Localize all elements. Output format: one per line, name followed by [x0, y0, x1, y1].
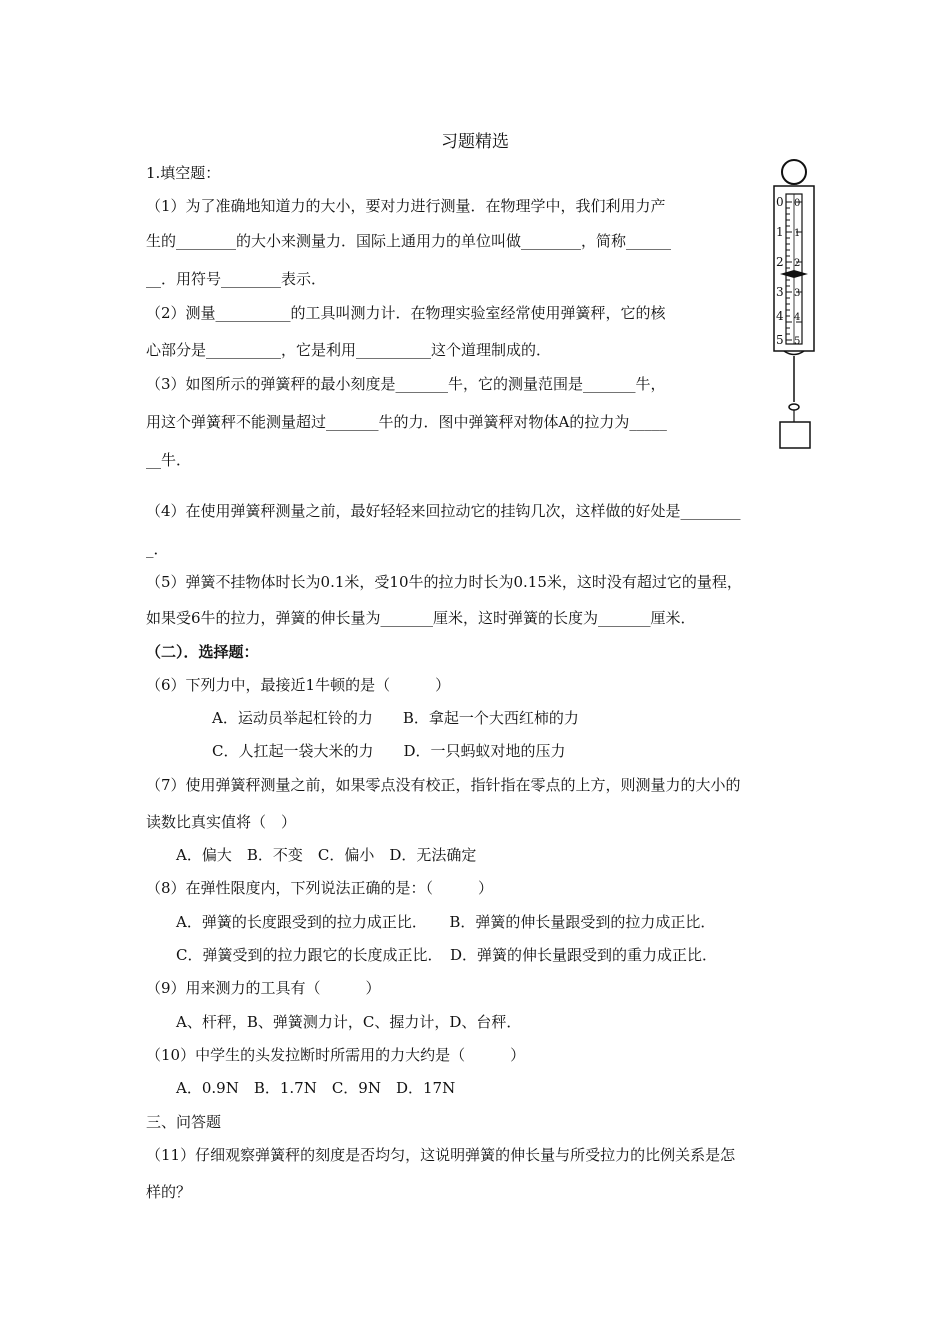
- question-line: （7）使用弹簧秤测量之前，如果零点没有校正，指针指在零点的上方，则测量力的大小的: [146, 776, 741, 794]
- weight-block: [780, 422, 810, 448]
- scale-label: 4: [794, 312, 801, 323]
- scale-label: 2: [794, 258, 801, 269]
- text-line: （2）测量__________的工具叫测力计．在物理实验室经常使用弹簧秤，它的核: [146, 304, 666, 322]
- scale-label: 2: [776, 255, 784, 269]
- section-heading: （二）．选择题：: [146, 643, 259, 661]
- document-title: 习题精选: [441, 132, 509, 152]
- scale-label: 1: [794, 228, 801, 239]
- scale-label: 3: [794, 288, 801, 299]
- text-line: __牛．: [146, 451, 192, 469]
- spring-scale-figure: [766, 152, 832, 452]
- text-line: 1.填空题：: [146, 164, 221, 182]
- option-line: C．弹簧受到的拉力跟它的长度成正比． D．弹簧的伸长量跟受到的重力成正比．: [176, 946, 718, 964]
- question-line: 样的？: [146, 1183, 192, 1201]
- scale-label: 1: [776, 225, 784, 239]
- scale-label: 5: [794, 336, 801, 347]
- scale-ring: [782, 160, 806, 184]
- option-line: A．运动员举起杠铃的力 B．拿起一个大西红柿的力: [212, 709, 579, 727]
- question-line: （9）用来测力的工具有（ ）: [146, 979, 381, 997]
- question-line: 读数比真实值将（ ）: [146, 813, 297, 831]
- text-line: （3）如图所示的弹簧秤的最小刻度是_______牛，它的测量范围是_______牛，: [146, 375, 666, 393]
- section-heading: 三、问答题: [146, 1113, 222, 1131]
- text-line: __．用符号________表示．: [146, 270, 327, 288]
- scale-label: 4: [776, 309, 784, 323]
- scale-label: 0: [794, 198, 801, 209]
- question-line: （6）下列力中，最接近1牛顿的是（ ）: [146, 676, 451, 694]
- question-line: （8）在弹性限度内，下列说法正确的是：（ ）: [146, 879, 494, 897]
- scale-label: 5: [776, 333, 784, 347]
- text-line: 生的________的大小来测量力．国际上通用力的单位叫做________，简称______: [146, 232, 672, 250]
- question-line: （11）仔细观察弹簧秤的刻度是否均匀，这说明弹簧的伸长量与所受拉力的比例关系是怎: [146, 1146, 736, 1164]
- text-line: （1）为了准确地知道力的大小，要对力进行测量．在物理学中，我们利用力产: [146, 197, 666, 215]
- option-line: C．人扛起一袋大米的力 D．一只蚂蚁对地的压力: [212, 742, 566, 760]
- text-line: 如果受6牛的拉力，弹簧的伸长量为_______厘米，这时弹簧的长度为_______厘米．: [146, 609, 696, 627]
- text-line: （4）在使用弹簧秤测量之前，最好轻轻来回拉动它的挂钩几次，这样做的好处是________: [146, 502, 741, 520]
- text-line: （5）弹簧不挂物体时长为0.1米，受10牛的拉力时长为0.15米，这时没有超过它的量程，: [146, 573, 742, 591]
- text-line: 用这个弹簧秤不能测量超过_______牛的力．图中弹簧秤对物体A的拉力为_____: [146, 413, 667, 431]
- option-line: A．0.9N B．1.7N C．9N D．17N: [176, 1079, 456, 1097]
- scale-label: 3: [776, 285, 784, 299]
- scale-hook: [789, 404, 799, 410]
- text-line: 心部分是__________，它是利用__________这个道理制成的．: [146, 341, 552, 359]
- scale-label: 0: [776, 195, 784, 209]
- text-line: _．: [146, 540, 169, 558]
- question-line: （10）中学生的头发拉断时所需用的力大约是（ ）: [146, 1046, 526, 1064]
- option-line: A．偏大 B．不变 C．偏小 D．无法确定: [176, 846, 477, 864]
- option-line: A、杆秤，B、弹簧测力计，C、握力计，D、台秤．: [176, 1013, 522, 1031]
- scale-pointer: [780, 270, 808, 278]
- option-line: A．弹簧的长度跟受到的拉力成正比． B．弹簧的伸长量跟受到的拉力成正比．: [176, 913, 716, 931]
